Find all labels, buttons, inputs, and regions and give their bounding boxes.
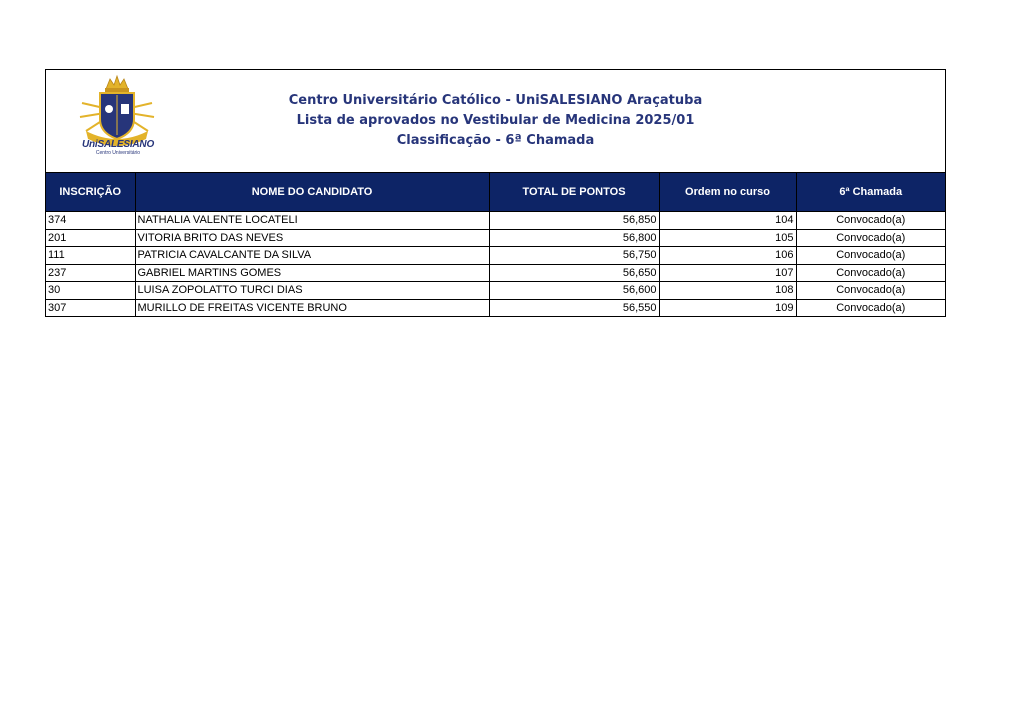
cell-nome: GABRIEL MARTINS GOMES [135, 264, 489, 282]
sheet-header [46, 70, 945, 173]
logo-text: UniSALESIANO [81, 139, 155, 150]
cell-ordem: 106 [659, 247, 796, 265]
cell-inscricao: 111 [46, 247, 135, 265]
cell-total: 56,550 [489, 299, 659, 316]
cell-ordem: 105 [659, 229, 796, 247]
cell-nome: VITORIA BRITO DAS NEVES [135, 229, 489, 247]
column-header-nome: NOME DO CANDIDATO [135, 173, 489, 212]
cell-total: 56,850 [489, 212, 659, 230]
column-header-inscricao: INSCRIÇÃO [46, 173, 135, 212]
table-row [46, 282, 945, 300]
cell-total: 56,800 [489, 229, 659, 247]
cell-total: 56,750 [489, 247, 659, 265]
cell-status: Convocado(a) [796, 247, 945, 265]
table-row [46, 212, 945, 230]
cell-total: 56,600 [489, 282, 659, 300]
cell-ordem: 107 [659, 264, 796, 282]
title-institution: Centro Universitário Católico - UniSALESIANO Araçatuba [288, 93, 703, 108]
cell-nome: PATRICIA CAVALCANTE DA SILVA [135, 247, 489, 265]
column-header-chamada: 6ª Chamada [796, 173, 945, 212]
cell-nome: LUISA ZOPOLATTO TURCI DIAS [135, 282, 489, 300]
cell-status: Convocado(a) [796, 264, 945, 282]
title-list: Lista de aprovados no Vestibular de Medicina 2025/01 [296, 113, 695, 128]
cell-status: Convocado(a) [796, 212, 945, 230]
column-header-ordem: Ordem no curso [659, 173, 796, 212]
cell-status: Convocado(a) [836, 301, 906, 314]
cell-nome: NATHALIA VALENTE LOCATELI [135, 212, 489, 230]
cell-inscricao: 30 [46, 282, 135, 300]
column-header-total: TOTAL DE PONTOS [489, 173, 659, 212]
cell-ordem: 109 [659, 299, 796, 316]
cell-inscricao: 237 [46, 264, 135, 282]
table-row [46, 299, 945, 316]
table-row [46, 264, 945, 282]
cell-ordem: 104 [659, 212, 796, 230]
cell-status: Convocado(a) [796, 282, 945, 300]
results-table [46, 173, 945, 316]
logo-subtext: Centro Universitário [95, 150, 141, 156]
table-header-row [46, 173, 945, 212]
results-sheet [45, 69, 946, 317]
cell-nome: MURILLO DE FREITAS VICENTE BRUNO [135, 299, 489, 316]
cell-inscricao: 307 [46, 299, 135, 316]
cell-ordem: 108 [659, 282, 796, 300]
cell-inscricao: 374 [46, 212, 135, 230]
table-row [46, 229, 945, 247]
cell-total: 56,650 [489, 264, 659, 282]
table-row [46, 247, 945, 265]
title-classification: Classificação - 6ª Chamada [396, 133, 595, 148]
document-titles [46, 91, 945, 151]
cell-status: Convocado(a) [796, 229, 945, 247]
cell-inscricao: 201 [46, 229, 135, 247]
